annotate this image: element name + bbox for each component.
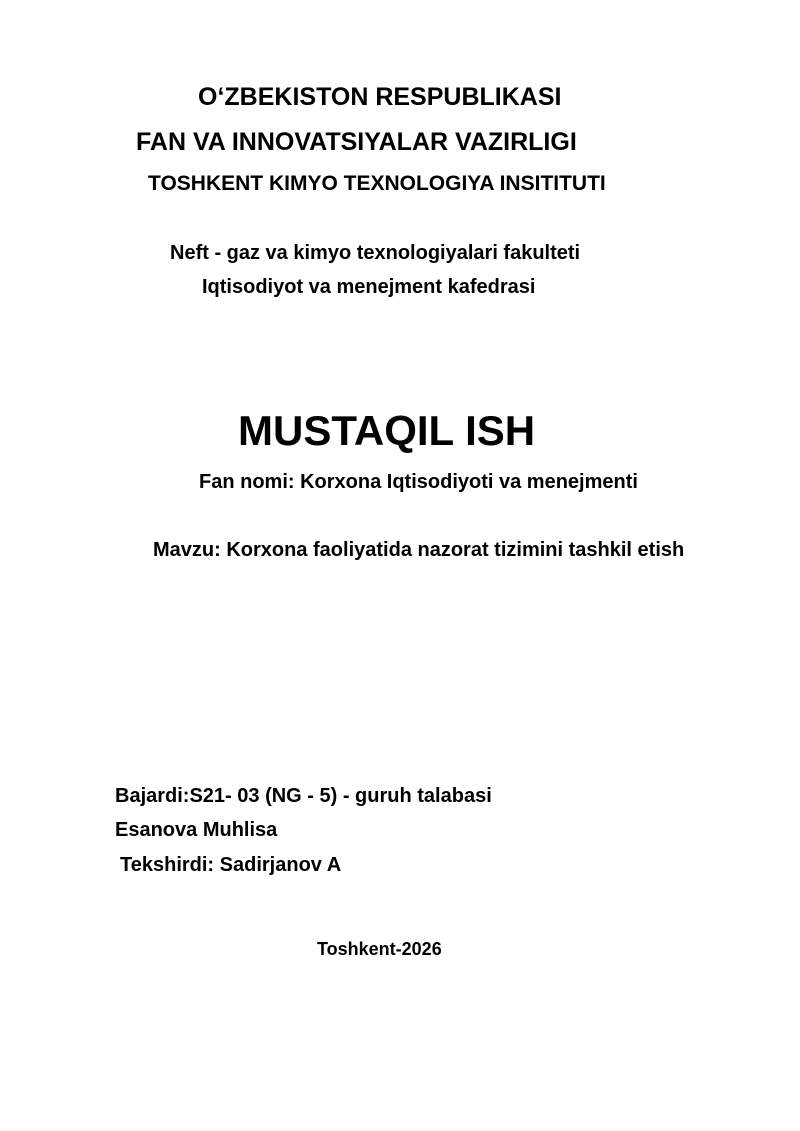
subject-name: Fan nomi: Korxona Iqtisodiyoti va menejmenti — [199, 471, 638, 493]
institute-heading: TOSHKENT KIMYO TEXNOLOGIYA INSITITUTI — [148, 172, 606, 195]
department-name: Iqtisodiyot va menejment kafedrasi — [202, 276, 536, 298]
student-name: Esanova Muhlisa — [115, 819, 278, 841]
faculty-name: Neft - gaz va kimyo texnologiyalari fakulteti — [170, 242, 581, 264]
place-year: Toshkent-2026 — [317, 939, 442, 959]
document-type-title: MUSTAQIL ISH — [238, 407, 536, 454]
performer-line: Bajardi:S21- 03 (NG - 5) - guruh talabasi — [115, 785, 492, 807]
checker-line: Tekshirdi: Sadirjanov A — [120, 854, 342, 876]
ministry-heading: FAN VA INNOVATSIYALAR VAZIRLIGI — [136, 128, 577, 156]
topic-name: Mavzu: Korxona faoliyatida nazorat tizimini tashkil etish — [153, 539, 685, 561]
republic-heading: O‘ZBEKISTON RESPUBLIKASI — [198, 83, 562, 111]
